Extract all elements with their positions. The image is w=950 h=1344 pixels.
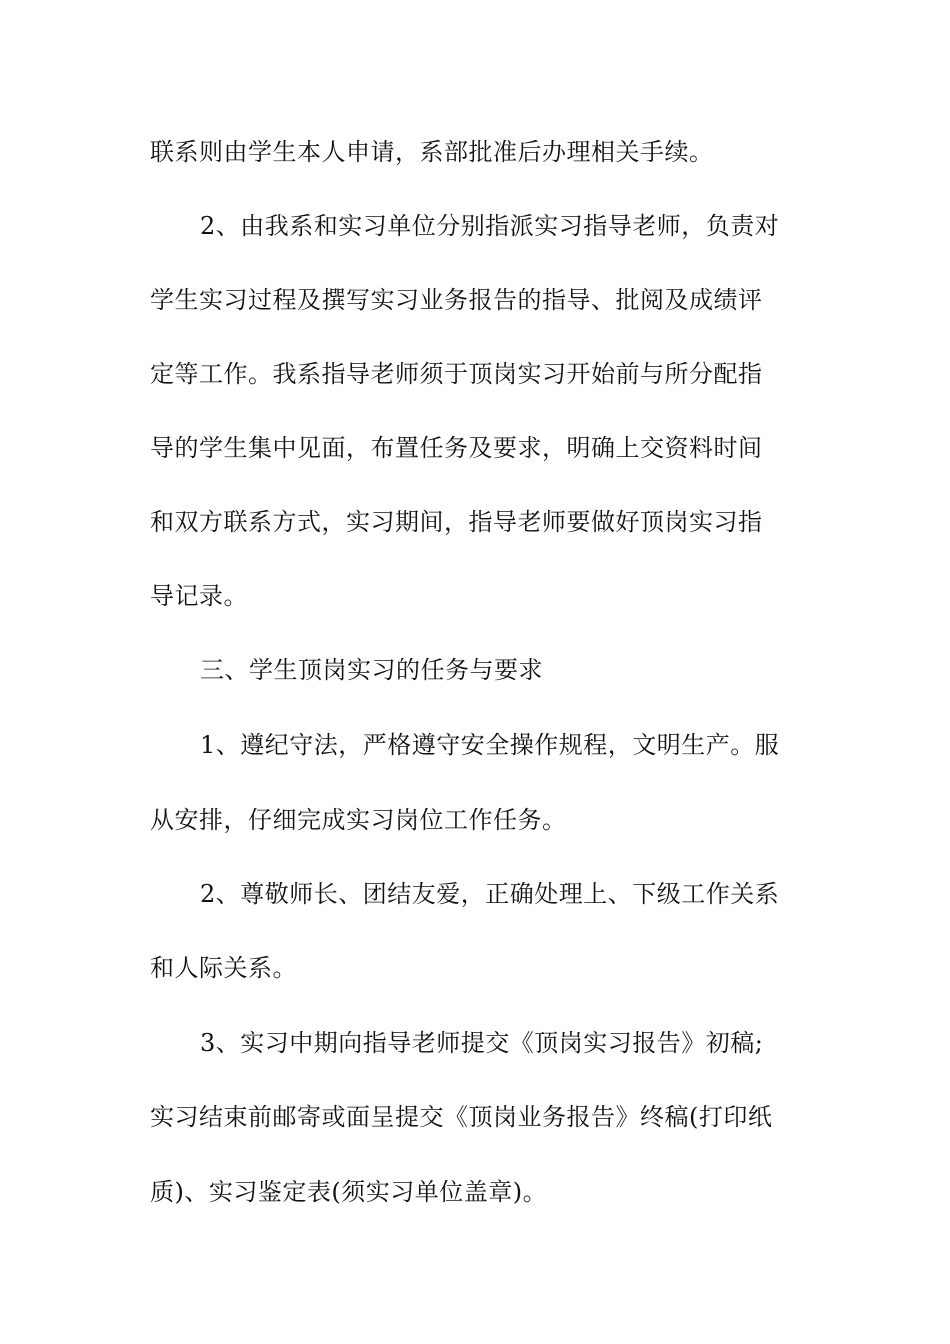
text-line: 定等工作。我系指导老师须于顶岗实习开始前与所分配指 [150,360,763,388]
text-line: 导记录。 [150,582,248,610]
text-line: 和双方联系方式，实习期间，指导老师要做好顶岗实习指 [150,508,763,536]
text-line: 实习结束前邮寄或面呈提交《顶岗业务报告》终稿(打印纸 [150,1103,773,1131]
paragraph-line: 1、遵纪守法，严格遵守安全操作规程，文明生产。服 [200,731,780,759]
paragraph-line: 3、实习中期向指导老师提交《顶岗实习报告》初稿; [200,1029,764,1057]
text-line: 联系则由学生本人申请，系部批准后办理相关手续。 [150,138,714,166]
paragraph-line: 2、由我系和实习单位分别指派实习指导老师，负责对 [200,212,780,240]
text-line: 学生实习过程及撰写实习业务报告的指导、批阅及成绩评 [150,286,763,314]
text-line: 和人际关系。 [150,954,297,982]
text-line: 从安排，仔细完成实习岗位工作任务。 [150,806,567,834]
text-line: 质)、实习鉴定表(须实习单位盖章)。 [150,1178,548,1206]
paragraph-line: 2、尊敬师长、团结友爱，正确处理上、下级工作关系 [200,880,780,908]
section-heading: 三、学生顶岗实习的任务与要求 [200,656,543,684]
text-line: 导的学生集中见面，布置任务及要求，明确上交资料时间 [150,434,763,462]
